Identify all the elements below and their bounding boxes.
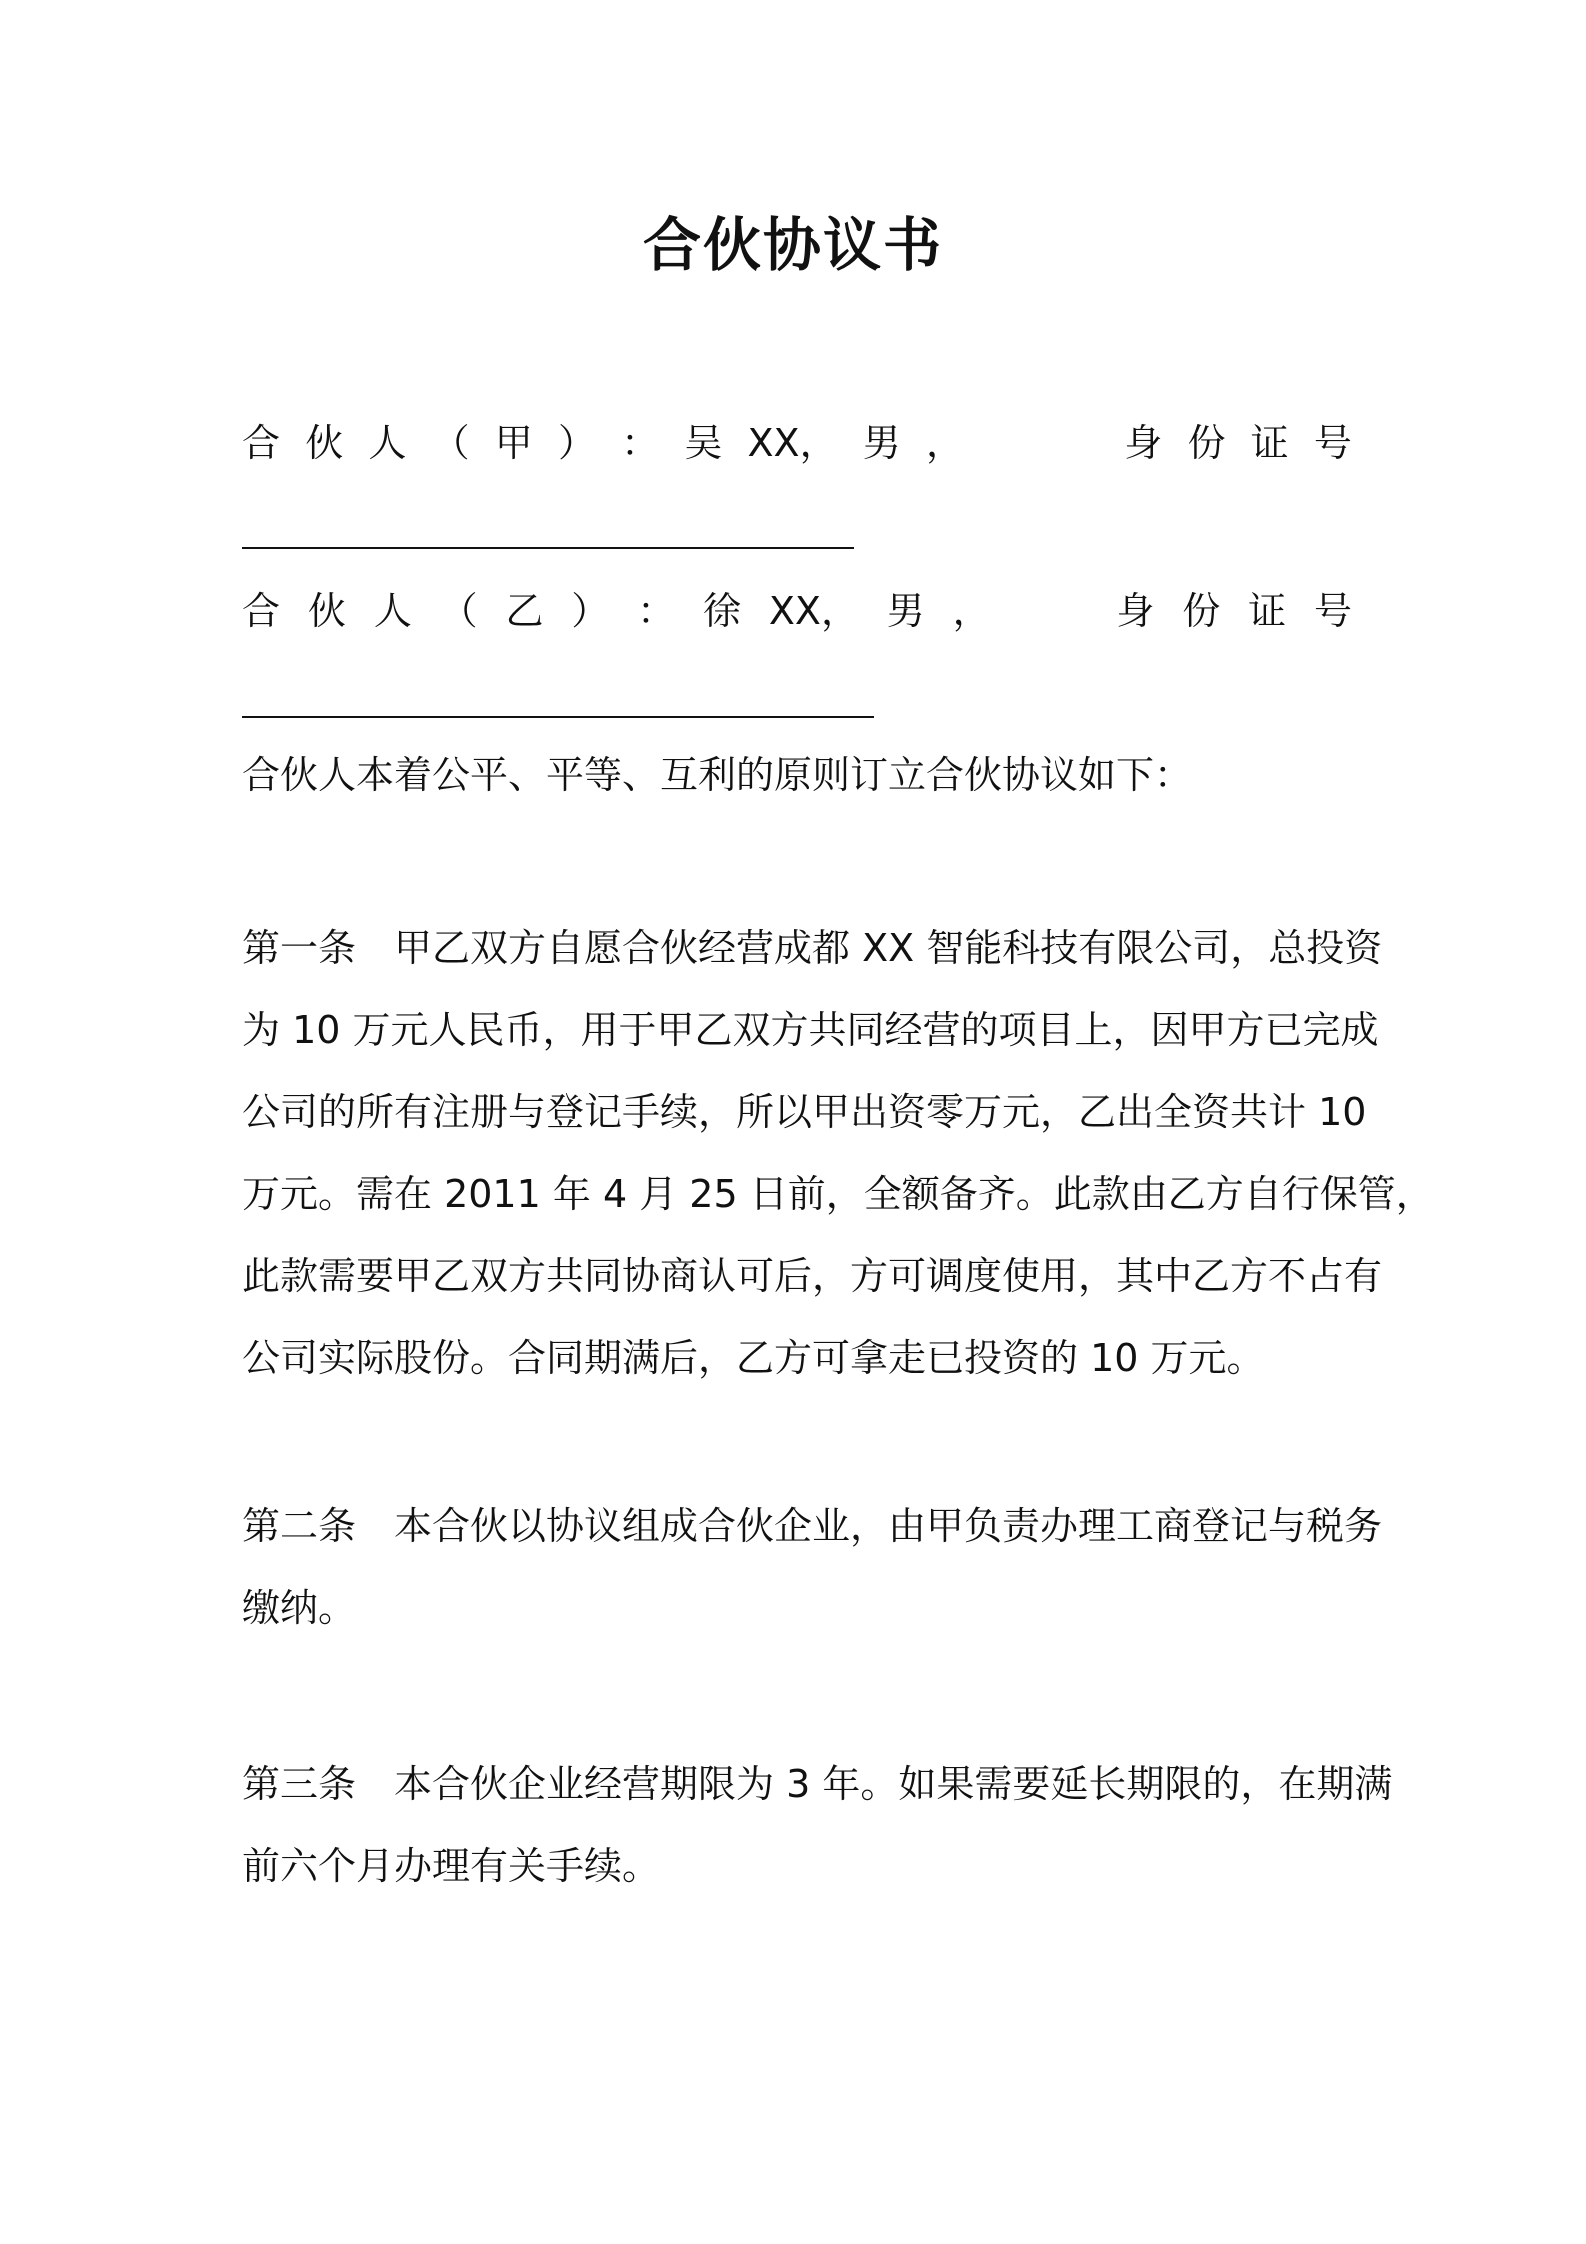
partner-b-char: 证	[1248, 589, 1287, 633]
article-1-line: 公司的所有注册与登记手续，所以甲出资零万元，乙出全资共计 10	[242, 1090, 1367, 1134]
article-1-line: 第一条 甲乙双方自愿合伙经营成都 XX 智能科技有限公司，总投资	[242, 926, 1383, 970]
partner-b-char: ：	[637, 589, 676, 633]
partner-b-char: 合	[242, 589, 281, 633]
partner-a-char: 证	[1250, 421, 1289, 465]
document-title: 合伙协议书	[642, 211, 943, 279]
article-3-line: 第三条 本合伙企业经营期限为 3 年。如果需要延长期限的，在期满	[242, 1762, 1393, 1806]
article-1-line: 公司实际股份。合同期满后，乙方可拿走已投资的 10 万元。	[242, 1336, 1265, 1380]
partner-b-char: ）	[571, 589, 610, 633]
partner-b-char: 男	[886, 589, 925, 633]
partner-a-id-blank	[242, 547, 854, 549]
partner-b-char: 份	[1182, 589, 1221, 633]
article-2-line: 缴纳。	[242, 1586, 357, 1630]
partner-a-char: 吴	[684, 421, 723, 465]
article-2	[242, 1485, 1383, 1649]
article-1	[242, 907, 1434, 1399]
partner-b-line	[242, 584, 1352, 638]
partner-a-line	[242, 416, 1352, 470]
partner-a-char: ，	[925, 421, 964, 465]
article-1-line: 万元。需在 2011 年 4 月 25 日前，全额备齐。此款由乙方自行保管，	[242, 1172, 1434, 1216]
partner-b-char: 伙	[307, 589, 346, 633]
article-1-line: 此款需要甲乙双方共同协商认可后，方可调度使用，其中乙方不占有	[242, 1254, 1383, 1298]
partner-b-char: 徐	[703, 589, 742, 633]
partner-a-char: ：	[621, 421, 660, 465]
partner-b-char: 身	[1116, 589, 1155, 633]
article-2-line: 第二条 本合伙以协议组成合伙企业，由甲负责办理工商登记与税务	[242, 1504, 1383, 1548]
article-1-line: 为 10 万元人民币，用于甲乙双方共同经营的项目上，因甲方已完成	[242, 1008, 1379, 1052]
partner-b-char: 号	[1313, 589, 1352, 633]
spacer	[989, 416, 1099, 470]
partner-b-char: （	[439, 589, 478, 633]
partner-a-char: 男	[862, 421, 901, 465]
partner-a-char: 号	[1313, 421, 1352, 465]
partner-b-char: 乙	[505, 589, 544, 633]
partner-a-char: 合	[242, 421, 281, 465]
partner-a-char: 身	[1124, 421, 1163, 465]
article-3	[242, 1743, 1393, 1907]
partner-a-char: ）	[557, 421, 596, 465]
partner-a-char: 伙	[305, 421, 344, 465]
intro-text: 合伙人本着公平、平等、互利的原则订立合伙协议如下：	[242, 753, 1193, 797]
article-3-line: 前六个月办理有关手续。	[242, 1844, 661, 1888]
partner-a-char: 甲	[494, 421, 533, 465]
partner-b-char: ，	[952, 589, 991, 633]
partner-b-char: XX，	[768, 589, 859, 633]
partner-a-char: 份	[1187, 421, 1226, 465]
partner-a-char: 人	[368, 421, 407, 465]
partner-a-char: （	[431, 421, 470, 465]
partner-b-id-blank	[242, 716, 874, 718]
spacer	[1019, 584, 1089, 638]
partner-b-char: 人	[373, 589, 412, 633]
partner-a-char: XX，	[747, 421, 838, 465]
